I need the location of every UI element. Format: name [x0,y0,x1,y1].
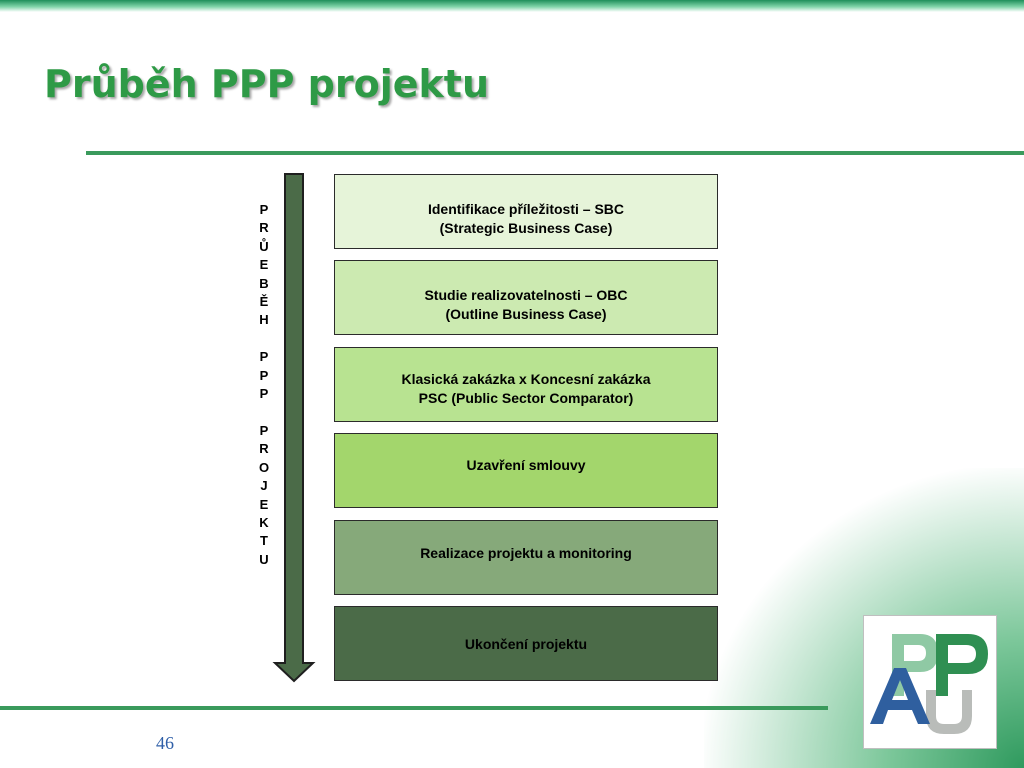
page-number: 46 [156,733,174,753]
step-completion [334,606,718,681]
step-label: Klasická zakázka x Koncesní zakázka PSC (Public Sector Comparator) [401,371,651,406]
step-label: Realizace projektu a monitoring [420,545,632,561]
step-realization [334,520,718,595]
title-divider [86,151,1024,155]
step-label: Uzavření smlouvy [466,457,586,473]
down-arrow-icon [272,172,316,684]
step-label: Identifikace příležitosti – SBC (Strategic Business Case) [427,201,625,236]
ppp-logo [863,615,997,749]
slide-title: Průběh PPP projektu [44,62,490,106]
step-feasibility-study [334,260,718,335]
step-label: Ukončení projektu [464,636,588,652]
step-identification [334,174,718,249]
step-procurement [334,347,718,422]
bottom-divider [0,706,828,710]
step-contract [334,433,718,508]
top-accent-bar [0,0,1024,12]
vertical-label: P R Ů E B Ě H P P P P R O J E K T U [258,202,270,567]
step-label: Studie realizovatelnosti – OBC (Outline Business Case) [424,287,628,322]
